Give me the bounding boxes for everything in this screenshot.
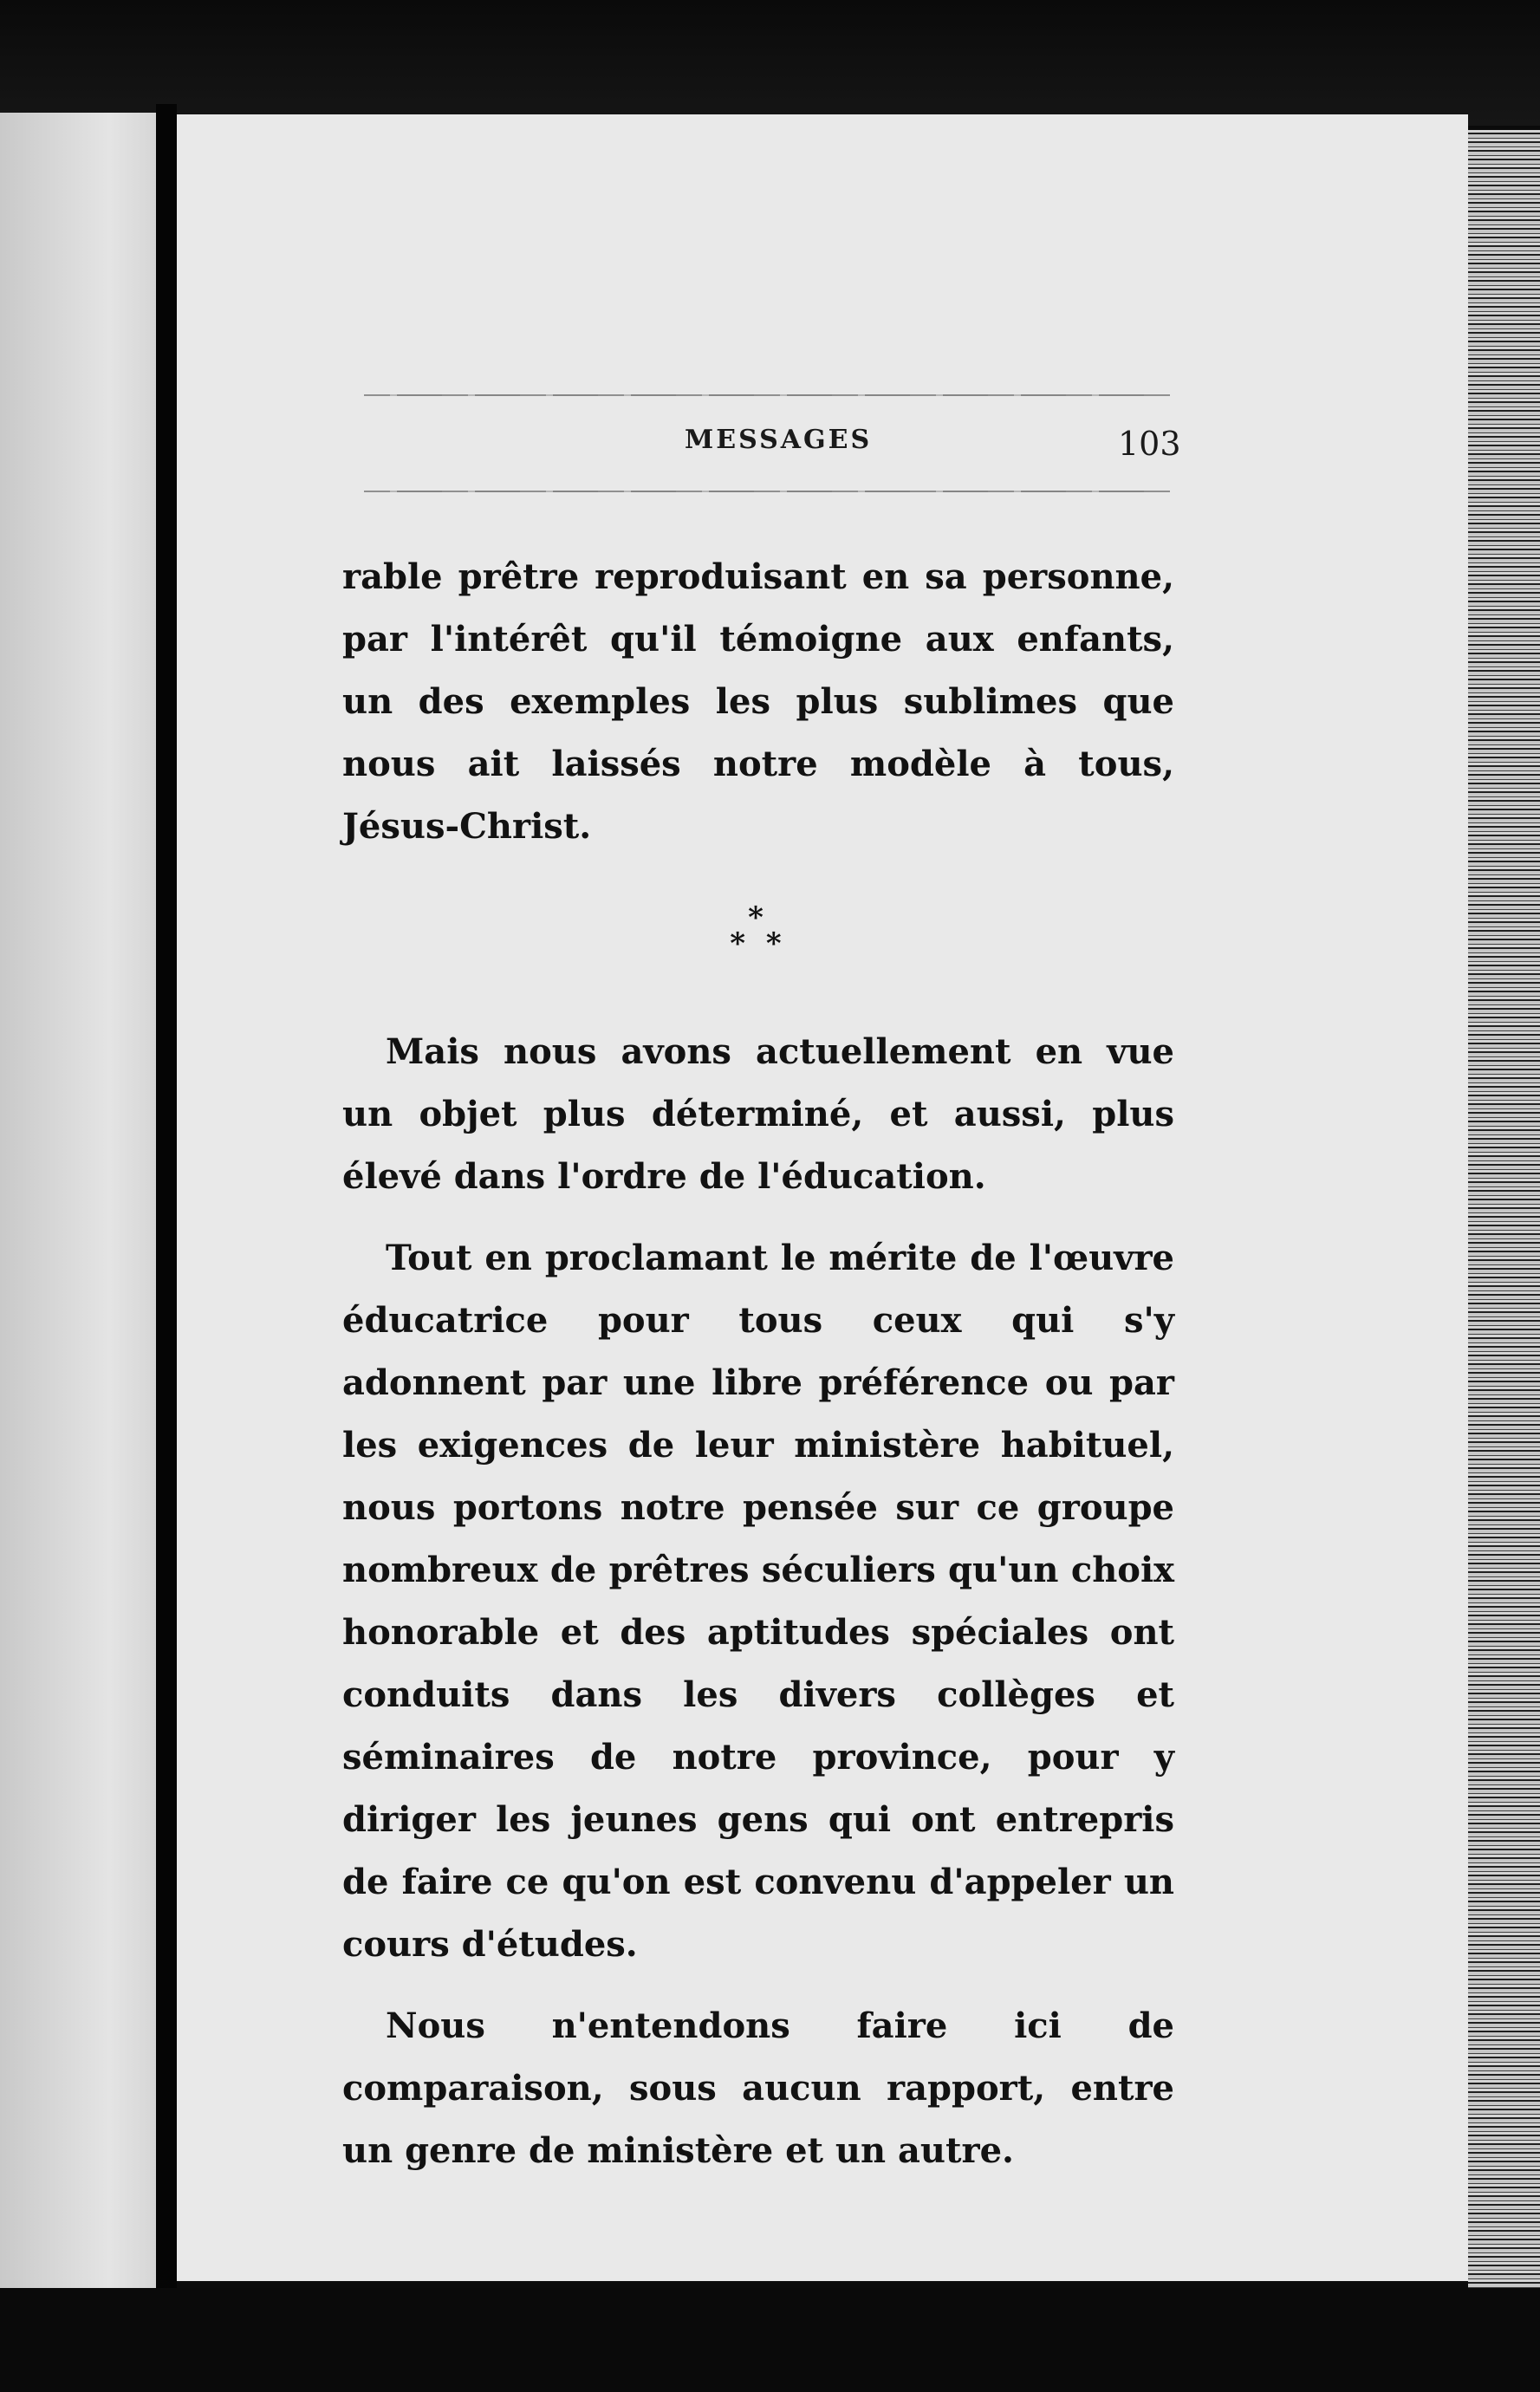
asterism-top: * xyxy=(748,900,769,935)
scan-bottom-border xyxy=(0,2288,1540,2392)
paragraph: Tout en proclamant le mérite de l'œuvre éducatrice pour tous ceux qui s'y adonnent par une libre préférence ou par les exigences de leur ministère habituel, nous portons notre pensée sur ce groupe nombreux de prêtres séculiers qu'un choix honorable et des aptitudes spéciales ont conduits dans les divers collèges et séminaires de notre province, pour y diriger les jeunes gens qui ont entrepris de faire ce qu'on est convenu d'appeler un cours d'études. xyxy=(342,1238,1174,1965)
header-rule-top xyxy=(364,394,1170,396)
page-number: 103 xyxy=(1118,425,1181,463)
asterism-bottom: * * xyxy=(730,926,787,961)
book-gutter xyxy=(156,104,177,2305)
scan-top-border xyxy=(0,0,1540,126)
page-stack-edge xyxy=(1468,130,1540,2305)
facing-page-edge xyxy=(0,113,156,2297)
header-rule-bottom xyxy=(364,491,1170,492)
running-head: MESSAGES xyxy=(685,425,873,455)
paragraph: Nous n'entendons faire ici de comparaison, sous aucun rapport, entre un genre de ministère et un autre. xyxy=(342,2005,1174,2171)
paragraph: Mais nous avons actuellement en vue un objet plus déterminé, et aussi, plus élevé dans l'ordre de l'éducation. xyxy=(342,1031,1174,1197)
paragraph-continued: rable prêtre reproduisant en sa personne, par l'intérêt qu'il témoigne aux enfants, un des exemples les plus sublimes que nous ait laissés notre modèle à tous, Jésus-Christ. xyxy=(342,556,1174,847)
asterism-separator xyxy=(342,900,1174,961)
body-text xyxy=(342,546,1174,2182)
